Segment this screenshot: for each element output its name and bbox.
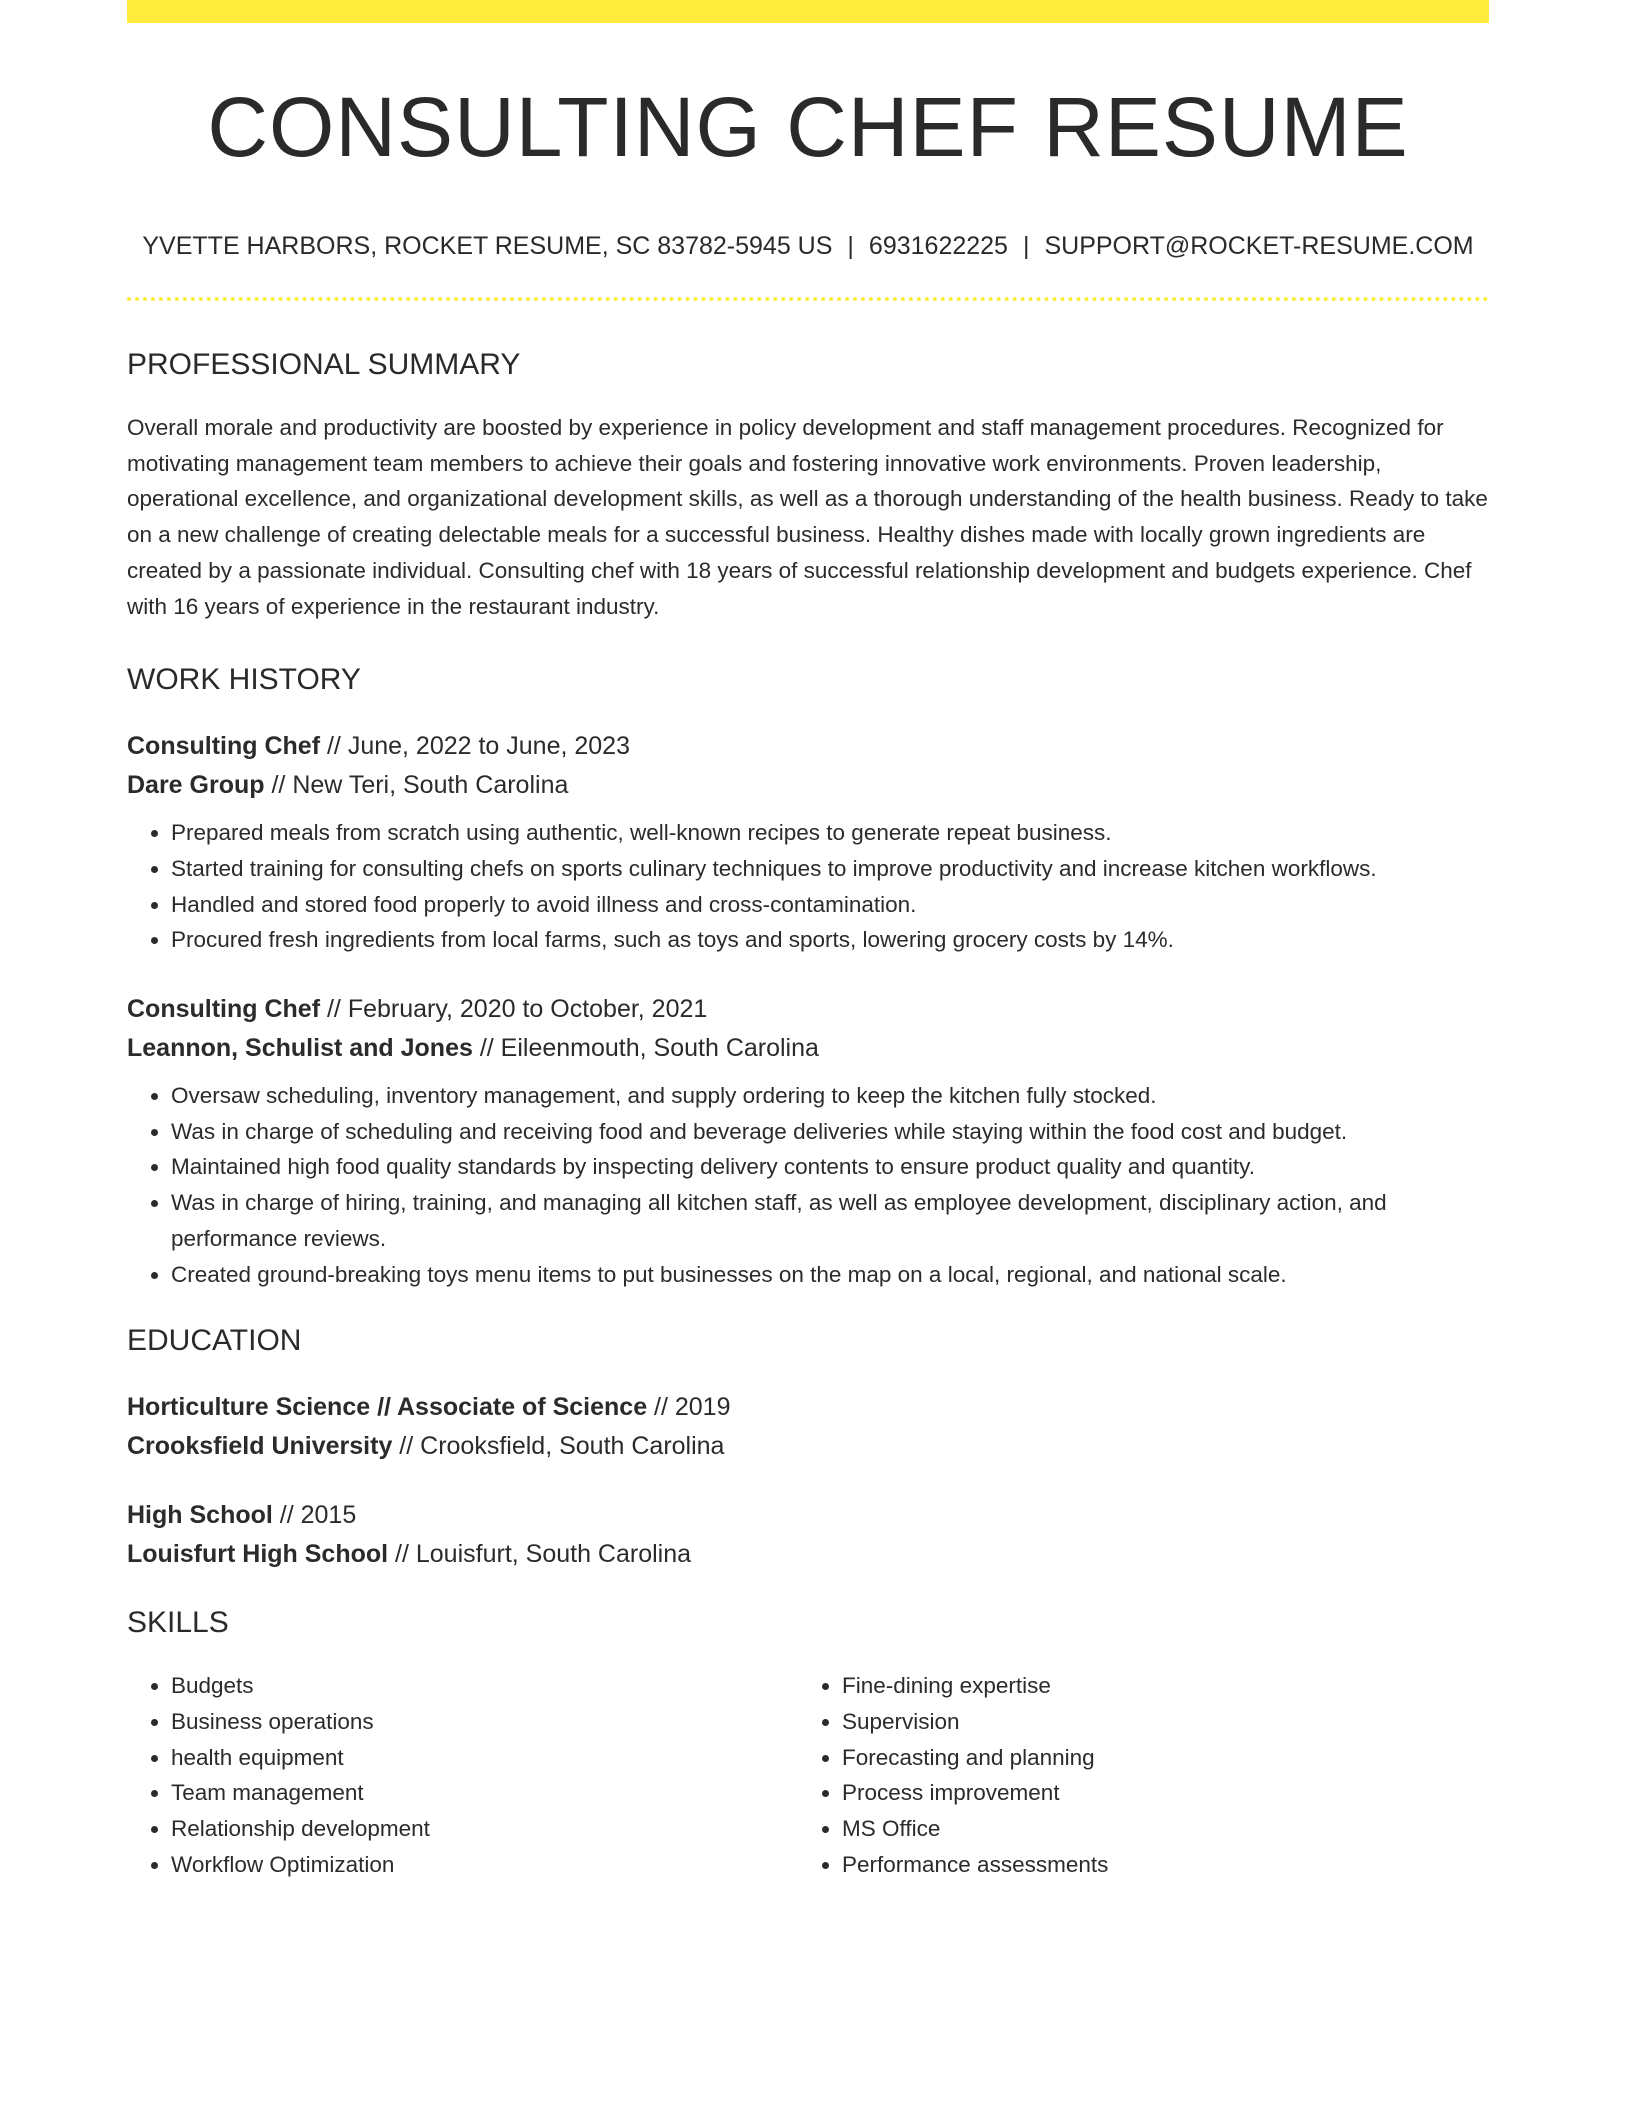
skills-column-right xyxy=(798,1668,1469,1882)
skill-item: • Budgets xyxy=(171,1668,798,1704)
degree-year: // 2019 xyxy=(647,1393,731,1422)
contact-phone[interactable]: 6931622225 xyxy=(868,232,1008,260)
education-entry xyxy=(127,1388,1489,1466)
contact-separator: | xyxy=(847,232,854,260)
job-bullets xyxy=(127,1078,1489,1292)
job-title: Consulting Chef xyxy=(127,732,321,761)
job-location: // New Teri, South Carolina xyxy=(264,771,569,800)
school-location: // Crooksfield, South Carolina xyxy=(392,1432,725,1461)
school-line xyxy=(127,1427,1489,1466)
list-item: • Started training for consulting chefs on sports culinary techniques to improve productivity and increase kitchen workflows. xyxy=(171,851,1489,887)
skill-item: • Workflow Optimization xyxy=(171,1847,798,1883)
list-item: • Maintained high food quality standards by inspecting delivery contents to ensure product quality and quantity. xyxy=(171,1149,1489,1185)
degree-line xyxy=(127,1496,1489,1535)
job-title-line xyxy=(127,990,1489,1029)
skill-item: • Process improvement xyxy=(842,1775,1469,1811)
summary-heading: PROFESSIONAL SUMMARY xyxy=(127,348,521,381)
skill-item: • Forecasting and planning xyxy=(842,1740,1469,1776)
job-bullets xyxy=(127,815,1489,958)
skills-column-left xyxy=(127,1668,798,1882)
resume-page xyxy=(127,0,1489,1882)
degree-year: // 2015 xyxy=(272,1501,357,1530)
work-history-heading: WORK HISTORY xyxy=(127,663,361,697)
skills-list xyxy=(798,1668,1469,1882)
list-item: • Created ground-breaking toys menu items to put businesses on the map on a local, regional, and national scale. xyxy=(171,1257,1489,1293)
list-item: • Oversaw scheduling, inventory management, and supply ordering to keep the kitchen fully stocked. xyxy=(171,1078,1489,1114)
skill-item: • Team management xyxy=(171,1775,798,1811)
job-company: Leannon, Schulist and Jones xyxy=(127,1034,473,1063)
skill-item: • Relationship development xyxy=(171,1811,798,1847)
contact-email[interactable]: SUPPORT@ROCKET-RESUME.COM xyxy=(1044,232,1474,260)
job-company-line xyxy=(127,766,1489,805)
education-entry xyxy=(127,1496,1489,1574)
skill-item: • MS Office xyxy=(842,1811,1469,1847)
skills-list xyxy=(127,1668,798,1882)
list-item: • Was in charge of scheduling and receiving food and beverage deliveries while staying within the food cost and budget. xyxy=(171,1114,1489,1150)
skill-item: • Fine-dining expertise xyxy=(842,1668,1469,1704)
job-location: // Eileenmouth, South Carolina xyxy=(472,1034,819,1063)
skills-grid xyxy=(127,1668,1489,1882)
skill-item: • Performance assessments xyxy=(842,1847,1469,1883)
job-dates: // June, 2022 to June, 2023 xyxy=(320,732,630,761)
skill-item: • Business operations xyxy=(171,1704,798,1740)
dotted-divider xyxy=(127,297,1489,301)
job-entry xyxy=(127,990,1489,1292)
job-company-line xyxy=(127,1029,1489,1068)
contact-address: YVETTE HARBORS, ROCKET RESUME, SC 83782-5945 US xyxy=(142,232,833,260)
education-heading: EDUCATION xyxy=(127,1324,302,1358)
resume-title: CONSULTING CHEF RESUME xyxy=(207,80,1409,174)
summary-text: Overall morale and productivity are boosted by experience in policy development and staff management procedures. Recognized for motivating management team members to achieve their goals and fostering innovative work environments. Proven leadership, operational excellence, and organizational development skills, as well as a thorough understanding of the health business. Ready to take on a new challenge of creating delectable meals for a successful business. Healthy dishes made with locally grown ingredients are created by a passionate individual. Consulting chef with 18 years of successful relationship development and budgets experience. Chef with 16 years of experience in the restaurant industry. xyxy=(127,415,1488,619)
contact-separator: | xyxy=(1022,232,1030,260)
job-title: Consulting Chef xyxy=(127,995,321,1024)
list-item: • Prepared meals from scratch using authentic, well-known recipes to generate repeat business. xyxy=(171,815,1489,851)
skills-heading: SKILLS xyxy=(127,1606,229,1640)
school-location: // Louisfurt, South Carolina xyxy=(388,1540,692,1569)
job-entry xyxy=(127,727,1489,958)
school-name: Louisfurt High School xyxy=(127,1540,389,1569)
list-item: • Procured fresh ingredients from local farms, such as toys and sports, lowering grocery costs by 14%. xyxy=(171,922,1489,958)
job-title-line xyxy=(127,727,1489,766)
job-company: Dare Group xyxy=(127,771,265,800)
accent-top-bar xyxy=(127,0,1489,23)
job-dates: // February, 2020 to October, 2021 xyxy=(320,995,708,1024)
school-name: Crooksfield University xyxy=(127,1432,393,1461)
skill-item: • Supervision xyxy=(842,1704,1469,1740)
degree-name: High School xyxy=(127,1501,273,1530)
contact-line xyxy=(127,234,1489,259)
skill-item: • health equipment xyxy=(171,1740,798,1776)
list-item: • Handled and stored food properly to avoid illness and cross-contamination. xyxy=(171,887,1489,923)
degree-line xyxy=(127,1388,1489,1427)
school-line xyxy=(127,1535,1489,1574)
list-item: • Was in charge of hiring, training, and managing all kitchen staff, as well as employee development, disciplinary action, and performance reviews. xyxy=(171,1185,1489,1256)
degree-name: Horticulture Science // Associate of Science xyxy=(127,1393,648,1422)
